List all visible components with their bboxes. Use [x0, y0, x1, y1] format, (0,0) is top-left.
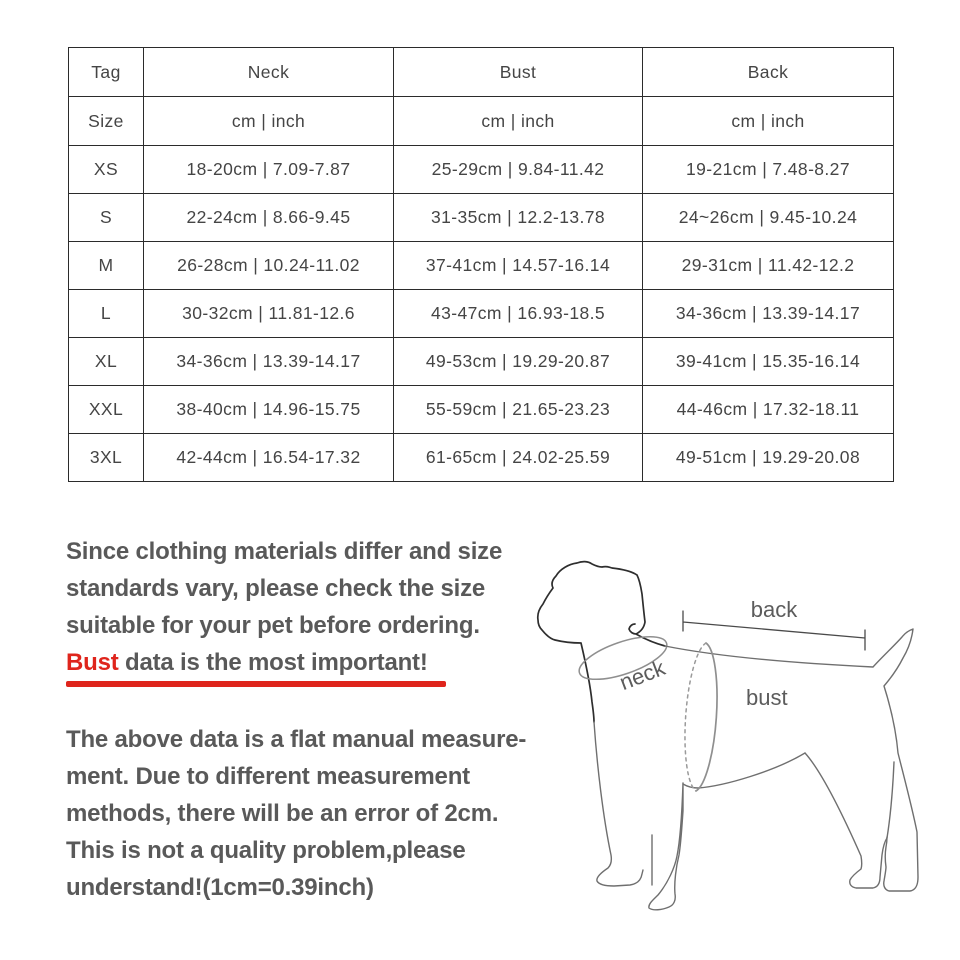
size-chart-table: [68, 47, 894, 482]
note-line: The above data is a flat manual measure-: [66, 726, 527, 753]
table-row: [69, 242, 894, 290]
note-line: ment. Due to different measurement: [66, 763, 470, 790]
cell-bust: 25-29cm | 9.84-11.42: [394, 146, 643, 194]
bust-highlight: Bust: [66, 649, 119, 676]
cell-bust: 37-41cm | 14.57-16.14: [394, 242, 643, 290]
size-advice-note: [66, 533, 536, 681]
cell-neck: 38-40cm | 14.96-15.75: [144, 386, 394, 434]
cell-size: XS: [69, 146, 144, 194]
cell-neck: 30-32cm | 11.81-12.6: [144, 290, 394, 338]
cell-neck: 42-44cm | 16.54-17.32: [144, 434, 394, 482]
bust-label: bust: [746, 685, 788, 710]
dog-front-legs-outline: [594, 722, 683, 910]
cell-bust: 43-47cm | 16.93-18.5: [394, 290, 643, 338]
table-unit-row: [69, 97, 894, 146]
dog-diagram: [490, 525, 960, 955]
cell-size: M: [69, 242, 144, 290]
cell-bust: 61-65cm | 24.02-25.59: [394, 434, 643, 482]
bust-ellipse-dashed: [685, 643, 706, 791]
neck-label: neck: [616, 654, 669, 695]
cell-neck: 22-24cm | 8.66-9.45: [144, 194, 394, 242]
cell-back: 29-31cm | 11.42-12.2: [643, 242, 894, 290]
red-underline: [66, 681, 446, 687]
cell-back: 19-21cm | 7.48-8.27: [643, 146, 894, 194]
table-row: [69, 434, 894, 482]
cell-back: 24~26cm | 9.45-10.24: [643, 194, 894, 242]
cell-neck: 26-28cm | 10.24-11.02: [144, 242, 394, 290]
note-line: methods, there will be an error of 2cm.: [66, 800, 499, 827]
cell-size: XXL: [69, 386, 144, 434]
header-tag: Tag: [69, 48, 144, 97]
cell-bust: 49-53cm | 19.29-20.87: [394, 338, 643, 386]
header-neck: Neck: [144, 48, 394, 97]
measurement-error-note: [66, 721, 536, 906]
cell-size: 3XL: [69, 434, 144, 482]
dog-head-outline: [538, 562, 665, 722]
back-label: back: [750, 597, 798, 622]
cell-back: 49-51cm | 19.29-20.08: [643, 434, 894, 482]
cell-size: L: [69, 290, 144, 338]
header-bust: Bust: [394, 48, 643, 97]
header-back: Back: [643, 48, 894, 97]
table-row: [69, 386, 894, 434]
cell-size: S: [69, 194, 144, 242]
cell-size: XL: [69, 338, 144, 386]
note-line: This is not a quality problem,please: [66, 837, 466, 864]
unit-back: cm | inch: [643, 97, 894, 146]
unit-neck: cm | inch: [144, 97, 394, 146]
bust-ellipse-solid: [696, 643, 717, 791]
cell-bust: 31-35cm | 12.2-13.78: [394, 194, 643, 242]
note-line-rest: data is the most important!: [118, 649, 428, 676]
table-row: [69, 290, 894, 338]
note-line: [66, 644, 536, 681]
table-row: [69, 146, 894, 194]
table-header-row: [69, 48, 894, 97]
cell-back: 39-41cm | 15.35-16.14: [643, 338, 894, 386]
dog-belly-outline: [683, 753, 805, 788]
cell-bust: 55-59cm | 21.65-23.23: [394, 386, 643, 434]
cell-back: 34-36cm | 13.39-14.17: [643, 290, 894, 338]
note-line: Since clothing materials differ and size: [66, 538, 503, 565]
cell-neck: 34-36cm | 13.39-14.17: [144, 338, 394, 386]
dog-hind-leg-outline: [805, 753, 894, 888]
table-row: [69, 194, 894, 242]
unit-bust: cm | inch: [394, 97, 643, 146]
cell-back: 44-46cm | 17.32-18.11: [643, 386, 894, 434]
header-size: Size: [69, 97, 144, 146]
note-line: suitable for your pet before ordering.: [66, 612, 480, 639]
cell-neck: 18-20cm | 7.09-7.87: [144, 146, 394, 194]
note-line: understand!(1cm=0.39inch): [66, 874, 374, 901]
note-line: standards vary, please check the size: [66, 575, 486, 602]
table-row: [69, 338, 894, 386]
